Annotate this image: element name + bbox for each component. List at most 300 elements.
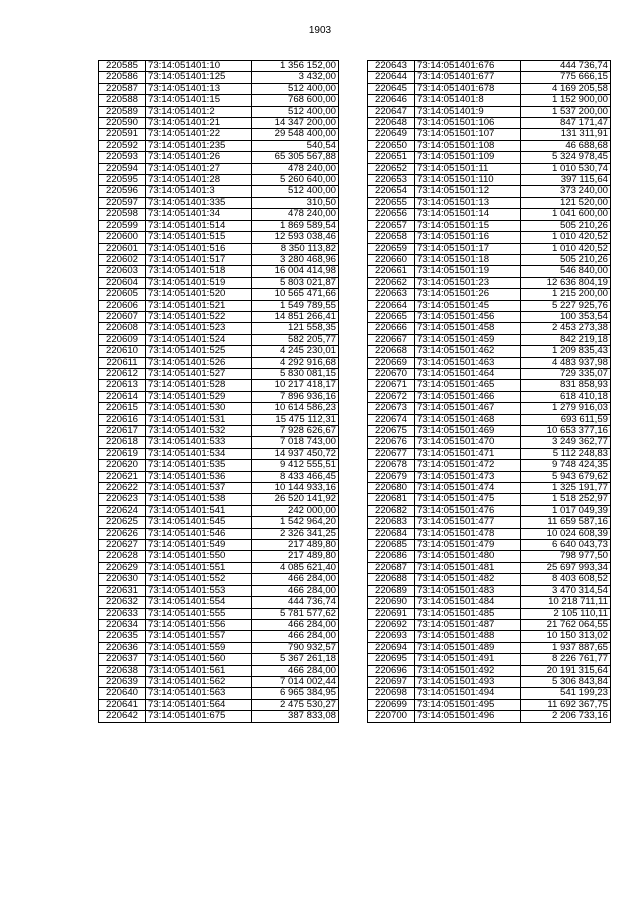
cadastral-number-cell: 73:14:051401:559: [146, 642, 252, 653]
table-row: [368, 699, 611, 710]
table-row: [99, 540, 339, 551]
table-row: [368, 597, 611, 608]
table-row: [368, 346, 611, 357]
row-id-cell: 220640: [99, 688, 146, 699]
row-id-cell: 220625: [99, 517, 146, 528]
table-row: [99, 676, 339, 687]
table-row: [368, 380, 611, 391]
table-row: [99, 426, 339, 437]
row-id-cell: 220682: [368, 505, 415, 516]
cadastral-number-cell: 73:14:051401:27: [146, 163, 252, 174]
amount-cell: 14 347 200,00: [252, 118, 339, 129]
row-id-cell: 220618: [99, 437, 146, 448]
amount-cell: 444 736,74: [521, 61, 611, 72]
amount-cell: 5 367 261,18: [252, 654, 339, 665]
table-row: [368, 448, 611, 459]
amount-cell: 6 965 384,95: [252, 688, 339, 699]
row-id-cell: 220621: [99, 471, 146, 482]
table-row: [368, 562, 611, 573]
amount-cell: 1 017 049,39: [521, 505, 611, 516]
table-row: [368, 61, 611, 72]
cadastral-number-cell: 73:14:051501:456: [415, 311, 521, 322]
amount-cell: 790 932,57: [252, 642, 339, 653]
row-id-cell: 220679: [368, 471, 415, 482]
amount-cell: 2 326 341,25: [252, 528, 339, 539]
amount-cell: 15 475 112,31: [252, 414, 339, 425]
cadastral-number-cell: 73:14:051401:533: [146, 437, 252, 448]
table-row: [99, 391, 339, 402]
amount-cell: 10 144 933,16: [252, 483, 339, 494]
row-id-cell: 220637: [99, 654, 146, 665]
amount-cell: 7 896 936,16: [252, 391, 339, 402]
amount-cell: 12 636 804,19: [521, 277, 611, 288]
row-id-cell: 220651: [368, 152, 415, 163]
table-row: [99, 118, 339, 129]
table-row: [368, 311, 611, 322]
cadastral-number-cell: 73:14:051401:515: [146, 232, 252, 243]
cadastral-number-cell: 73:14:051401:519: [146, 277, 252, 288]
amount-cell: 466 284,00: [252, 574, 339, 585]
row-id-cell: 220664: [368, 300, 415, 311]
cadastral-number-cell: 73:14:051401:535: [146, 460, 252, 471]
table-row: [99, 574, 339, 585]
row-id-cell: 220605: [99, 289, 146, 300]
cadastral-number-cell: 73:14:051401:15: [146, 95, 252, 106]
row-id-cell: 220675: [368, 426, 415, 437]
row-id-cell: 220689: [368, 585, 415, 596]
table-row: [368, 277, 611, 288]
table-row: [99, 562, 339, 573]
cadastral-number-cell: 73:14:051501:17: [415, 243, 521, 254]
row-id-cell: 220646: [368, 95, 415, 106]
row-id-cell: 220658: [368, 232, 415, 243]
cadastral-number-cell: 73:14:051501:471: [415, 448, 521, 459]
amount-cell: 2 105 110,11: [521, 608, 611, 619]
amount-cell: 5 324 978,45: [521, 152, 611, 163]
row-id-cell: 220606: [99, 300, 146, 311]
amount-cell: 29 548 400,00: [252, 129, 339, 140]
cadastral-number-cell: 73:14:051401:528: [146, 380, 252, 391]
table-row: [99, 357, 339, 368]
table-row: [99, 254, 339, 265]
table-row: [99, 551, 339, 562]
cadastral-number-cell: 73:14:051401:10: [146, 61, 252, 72]
row-id-cell: 220632: [99, 597, 146, 608]
amount-cell: 10 218 711,11: [521, 597, 611, 608]
cadastral-number-cell: 73:14:051401:553: [146, 585, 252, 596]
amount-cell: 10 150 313,02: [521, 631, 611, 642]
amount-cell: 2 206 733,16: [521, 711, 611, 722]
amount-cell: 768 600,00: [252, 95, 339, 106]
amount-cell: 1 549 789,55: [252, 300, 339, 311]
row-id-cell: 220691: [368, 608, 415, 619]
row-id-cell: 220695: [368, 654, 415, 665]
table-row: [368, 186, 611, 197]
table-row: [99, 414, 339, 425]
cadastral-number-cell: 73:14:051501:474: [415, 483, 521, 494]
amount-cell: 2 475 530,27: [252, 699, 339, 710]
row-id-cell: 220608: [99, 323, 146, 334]
amount-cell: 10 565 471,66: [252, 289, 339, 300]
row-id-cell: 220657: [368, 220, 415, 231]
amount-cell: 512 400,00: [252, 83, 339, 94]
amount-cell: 847 171,47: [521, 118, 611, 129]
cadastral-number-cell: 73:14:051501:110: [415, 175, 521, 186]
row-id-cell: 220636: [99, 642, 146, 653]
amount-cell: 541 199,23: [521, 688, 611, 699]
table-row: [99, 403, 339, 414]
row-id-cell: 220591: [99, 129, 146, 140]
cadastral-number-cell: 73:14:051401:530: [146, 403, 252, 414]
amount-cell: 505 210,26: [521, 220, 611, 231]
cadastral-number-cell: 73:14:051401:520: [146, 289, 252, 300]
amount-cell: 2 453 273,38: [521, 323, 611, 334]
amount-cell: 14 851 266,41: [252, 311, 339, 322]
amount-cell: 5 112 248,83: [521, 448, 611, 459]
amount-cell: 618 410,18: [521, 391, 611, 402]
cadastral-number-cell: 73:14:051501:465: [415, 380, 521, 391]
amount-cell: 505 210,26: [521, 254, 611, 265]
amount-cell: 217 489,80: [252, 551, 339, 562]
table-row: [368, 437, 611, 448]
amount-cell: 9 748 424,35: [521, 460, 611, 471]
cadastral-number-cell: 73:14:051401:518: [146, 266, 252, 277]
table-row: [368, 642, 611, 653]
table-row: [368, 232, 611, 243]
cadastral-number-cell: 73:14:051401:525: [146, 346, 252, 357]
cadastral-number-cell: 73:14:051501:18: [415, 254, 521, 265]
row-id-cell: 220638: [99, 665, 146, 676]
cadastral-number-cell: 73:14:051401:9: [415, 106, 521, 117]
amount-cell: 8 350 113,82: [252, 243, 339, 254]
row-id-cell: 220662: [368, 277, 415, 288]
table-row: [99, 619, 339, 630]
amount-cell: 5 803 021,87: [252, 277, 339, 288]
table-row: [368, 243, 611, 254]
table-row: [99, 266, 339, 277]
row-id-cell: 220672: [368, 391, 415, 402]
row-id-cell: 220627: [99, 540, 146, 551]
table-row: [99, 346, 339, 357]
row-id-cell: 220617: [99, 426, 146, 437]
cadastral-number-cell: 73:14:051501:15: [415, 220, 521, 231]
table-row: [368, 266, 611, 277]
table-row: [99, 277, 339, 288]
amount-cell: 478 240,00: [252, 209, 339, 220]
cadastral-number-cell: 73:14:051401:549: [146, 540, 252, 551]
row-id-cell: 220656: [368, 209, 415, 220]
amount-cell: 5 306 843,84: [521, 676, 611, 687]
table-row: [368, 163, 611, 174]
cadastral-number-cell: 73:14:051401:564: [146, 699, 252, 710]
amount-cell: 1 325 191,77: [521, 483, 611, 494]
table-row: [99, 517, 339, 528]
cadastral-number-cell: 73:14:051501:478: [415, 528, 521, 539]
row-id-cell: 220629: [99, 562, 146, 573]
cadastral-number-cell: 73:14:051501:485: [415, 608, 521, 619]
cadastral-number-cell: 73:14:051401:676: [415, 61, 521, 72]
table-row: [99, 380, 339, 391]
right-table-body: [368, 61, 611, 723]
cadastral-number-cell: 73:14:051501:481: [415, 562, 521, 573]
table-row: [368, 300, 611, 311]
row-id-cell: 220663: [368, 289, 415, 300]
row-id-cell: 220620: [99, 460, 146, 471]
table-row: [368, 654, 611, 665]
row-id-cell: 220628: [99, 551, 146, 562]
cadastral-number-cell: 73:14:051501:477: [415, 517, 521, 528]
cadastral-number-cell: 73:14:051401:524: [146, 334, 252, 345]
cadastral-number-cell: 73:14:051501:484: [415, 597, 521, 608]
table-row: [368, 209, 611, 220]
cadastral-number-cell: 73:14:051401:26: [146, 152, 252, 163]
row-id-cell: 220634: [99, 619, 146, 630]
table-row: [368, 505, 611, 516]
cadastral-number-cell: 73:14:051501:492: [415, 665, 521, 676]
row-id-cell: 220666: [368, 323, 415, 334]
table-row: [368, 197, 611, 208]
table-row: [368, 426, 611, 437]
amount-cell: 121 520,00: [521, 197, 611, 208]
row-id-cell: 220596: [99, 186, 146, 197]
row-id-cell: 220589: [99, 106, 146, 117]
amount-cell: 3 280 468,96: [252, 254, 339, 265]
table-row: [99, 209, 339, 220]
amount-cell: 1 010 420,52: [521, 243, 611, 254]
table-row: [99, 334, 339, 345]
table-row: [368, 676, 611, 687]
cadastral-number-cell: 73:14:051501:479: [415, 540, 521, 551]
table-row: [99, 175, 339, 186]
cadastral-number-cell: 73:14:051501:491: [415, 654, 521, 665]
cadastral-number-cell: 73:14:051401:541: [146, 505, 252, 516]
table-row: [99, 197, 339, 208]
table-row: [368, 608, 611, 619]
row-id-cell: 220593: [99, 152, 146, 163]
row-id-cell: 220612: [99, 368, 146, 379]
row-id-cell: 220671: [368, 380, 415, 391]
amount-cell: 5 943 679,62: [521, 471, 611, 482]
row-id-cell: 220597: [99, 197, 146, 208]
table-row: [99, 699, 339, 710]
table-row: [368, 368, 611, 379]
table-row: [368, 665, 611, 676]
row-id-cell: 220676: [368, 437, 415, 448]
table-row: [368, 711, 611, 722]
amount-cell: 1 542 964,20: [252, 517, 339, 528]
row-id-cell: 220616: [99, 414, 146, 425]
row-id-cell: 220681: [368, 494, 415, 505]
amount-cell: 5 260 640,00: [252, 175, 339, 186]
table-row: [368, 323, 611, 334]
cadastral-number-cell: 73:14:051401:516: [146, 243, 252, 254]
row-id-cell: 220678: [368, 460, 415, 471]
row-id-cell: 220644: [368, 72, 415, 83]
cadastral-number-cell: 73:14:051501:13: [415, 197, 521, 208]
row-id-cell: 220686: [368, 551, 415, 562]
table-row: [368, 631, 611, 642]
cadastral-number-cell: 73:14:051501:473: [415, 471, 521, 482]
cadastral-number-cell: 73:14:051401:21: [146, 118, 252, 129]
table-row: [99, 368, 339, 379]
amount-cell: 14 937 450,72: [252, 448, 339, 459]
amount-cell: 9 412 555,51: [252, 460, 339, 471]
amount-cell: 693 611,59: [521, 414, 611, 425]
cadastral-number-cell: 73:14:051401:563: [146, 688, 252, 699]
amount-cell: 466 284,00: [252, 631, 339, 642]
table-row: [368, 357, 611, 368]
cadastral-number-cell: 73:14:051501:458: [415, 323, 521, 334]
cadastral-number-cell: 73:14:051501:470: [415, 437, 521, 448]
amount-cell: 1 152 900,00: [521, 95, 611, 106]
amount-cell: 397 115,64: [521, 175, 611, 186]
amount-cell: 11 659 587,16: [521, 517, 611, 528]
row-id-cell: 220655: [368, 197, 415, 208]
table-row: [368, 95, 611, 106]
right-table: [367, 60, 611, 723]
cadastral-number-cell: 73:14:051401:562: [146, 676, 252, 687]
table-row: [368, 460, 611, 471]
cadastral-number-cell: 73:14:051401:521: [146, 300, 252, 311]
row-id-cell: 220696: [368, 665, 415, 676]
amount-cell: 8 433 466,45: [252, 471, 339, 482]
table-row: [99, 243, 339, 254]
table-row: [368, 334, 611, 345]
cadastral-number-cell: 73:14:051501:463: [415, 357, 521, 368]
cadastral-number-cell: 73:14:051401:526: [146, 357, 252, 368]
amount-cell: 4 085 621,40: [252, 562, 339, 573]
row-id-cell: 220624: [99, 505, 146, 516]
amount-cell: 10 024 608,39: [521, 528, 611, 539]
cadastral-number-cell: 73:14:051401:529: [146, 391, 252, 402]
table-row: [368, 403, 611, 414]
cadastral-number-cell: 73:14:051401:560: [146, 654, 252, 665]
row-id-cell: 220661: [368, 266, 415, 277]
amount-cell: 242 000,00: [252, 505, 339, 516]
row-id-cell: 220594: [99, 163, 146, 174]
row-id-cell: 220645: [368, 83, 415, 94]
row-id-cell: 220697: [368, 676, 415, 687]
table-row: [99, 129, 339, 140]
row-id-cell: 220595: [99, 175, 146, 186]
cadastral-number-cell: 73:14:051401:554: [146, 597, 252, 608]
cadastral-number-cell: 73:14:051401:537: [146, 483, 252, 494]
row-id-cell: 220649: [368, 129, 415, 140]
cadastral-number-cell: 73:14:051401:22: [146, 129, 252, 140]
cadastral-number-cell: 73:14:051401:34: [146, 209, 252, 220]
cadastral-number-cell: 73:14:051401:550: [146, 551, 252, 562]
table-row: [99, 654, 339, 665]
row-id-cell: 220609: [99, 334, 146, 345]
row-id-cell: 220690: [368, 597, 415, 608]
table-row: [99, 665, 339, 676]
page-number: 1903: [308, 25, 332, 36]
amount-cell: 5 830 081,15: [252, 368, 339, 379]
cadastral-number-cell: 73:14:051501:496: [415, 711, 521, 722]
row-id-cell: 220611: [99, 357, 146, 368]
table-row: [368, 129, 611, 140]
row-id-cell: 220674: [368, 414, 415, 425]
cadastral-number-cell: 73:14:051501:468: [415, 414, 521, 425]
table-row: [99, 72, 339, 83]
row-id-cell: 220614: [99, 391, 146, 402]
amount-cell: 466 284,00: [252, 585, 339, 596]
cadastral-number-cell: 73:14:051401:235: [146, 140, 252, 151]
row-id-cell: 220694: [368, 642, 415, 653]
cadastral-number-cell: 73:14:051401:677: [415, 72, 521, 83]
amount-cell: 8 226 761,77: [521, 654, 611, 665]
cadastral-number-cell: 73:14:051501:14: [415, 209, 521, 220]
table-row: [368, 106, 611, 117]
amount-cell: 540,54: [252, 140, 339, 151]
row-id-cell: 220602: [99, 254, 146, 265]
cadastral-number-cell: 73:14:051501:107: [415, 129, 521, 140]
row-id-cell: 220599: [99, 220, 146, 231]
row-id-cell: 220603: [99, 266, 146, 277]
amount-cell: 3 470 314,54: [521, 585, 611, 596]
cadastral-number-cell: 73:14:051401:556: [146, 619, 252, 630]
amount-cell: 217 489,80: [252, 540, 339, 551]
cadastral-number-cell: 73:14:051401:531: [146, 414, 252, 425]
table-row: [99, 471, 339, 482]
table-row: [99, 437, 339, 448]
row-id-cell: 220592: [99, 140, 146, 151]
cadastral-number-cell: 73:14:051401:517: [146, 254, 252, 265]
cadastral-number-cell: 73:14:051501:16: [415, 232, 521, 243]
amount-cell: 478 240,00: [252, 163, 339, 174]
table-row: [99, 140, 339, 151]
cadastral-number-cell: 73:14:051401:555: [146, 608, 252, 619]
amount-cell: 8 403 608,52: [521, 574, 611, 585]
row-id-cell: 220622: [99, 483, 146, 494]
table-row: [99, 186, 339, 197]
table-row: [368, 471, 611, 482]
table-row: [368, 540, 611, 551]
table-row: [368, 574, 611, 585]
row-id-cell: 220600: [99, 232, 146, 243]
row-id-cell: 220590: [99, 118, 146, 129]
table-row: [368, 254, 611, 265]
cadastral-number-cell: 73:14:051501:108: [415, 140, 521, 151]
table-row: [368, 140, 611, 151]
amount-cell: 7 014 002,44: [252, 676, 339, 687]
row-id-cell: 220601: [99, 243, 146, 254]
table-row: [368, 483, 611, 494]
cadastral-number-cell: 73:14:051501:472: [415, 460, 521, 471]
amount-cell: 3 249 362,77: [521, 437, 611, 448]
cadastral-number-cell: 73:14:051501:495: [415, 699, 521, 710]
cadastral-number-cell: 73:14:051401:522: [146, 311, 252, 322]
cadastral-number-cell: 73:14:051501:482: [415, 574, 521, 585]
cadastral-number-cell: 73:14:051501:26: [415, 289, 521, 300]
left-table-body: [99, 61, 339, 723]
row-id-cell: 220631: [99, 585, 146, 596]
row-id-cell: 220684: [368, 528, 415, 539]
table-row: [99, 688, 339, 699]
table-row: [99, 152, 339, 163]
cadastral-number-cell: 73:14:051401:335: [146, 197, 252, 208]
amount-cell: 25 697 993,34: [521, 562, 611, 573]
cadastral-number-cell: 73:14:051501:487: [415, 619, 521, 630]
cadastral-number-cell: 73:14:051501:19: [415, 266, 521, 277]
cadastral-number-cell: 73:14:051401:538: [146, 494, 252, 505]
amount-cell: 21 762 064,55: [521, 619, 611, 630]
row-id-cell: 220665: [368, 311, 415, 322]
row-id-cell: 220677: [368, 448, 415, 459]
table-row: [99, 106, 339, 117]
row-id-cell: 220643: [368, 61, 415, 72]
row-id-cell: 220598: [99, 209, 146, 220]
